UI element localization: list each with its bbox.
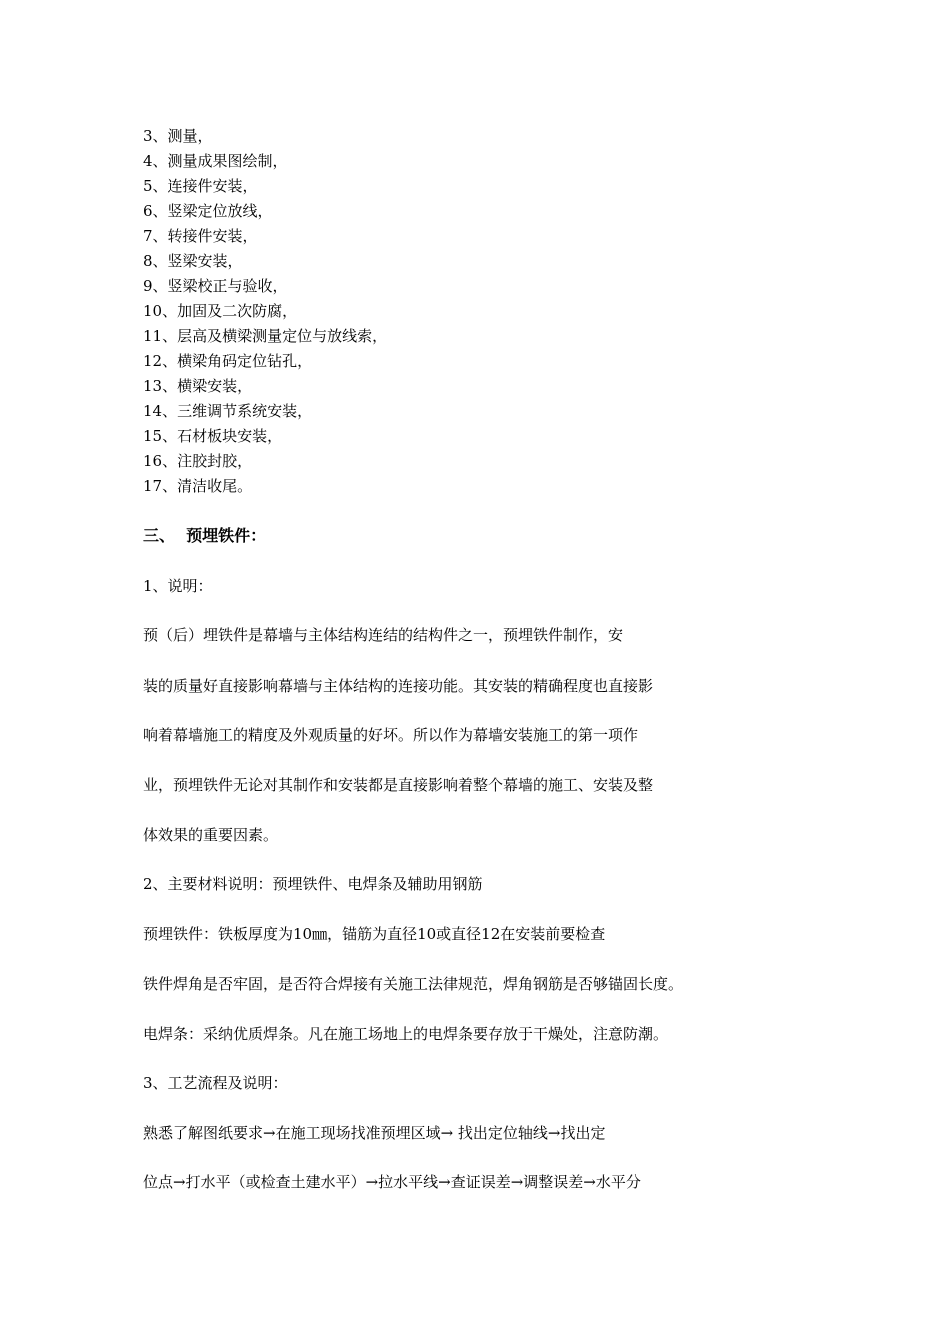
paragraph-line: 电焊条：采纳优质焊条。凡在施工场地上的电焊条要存放于干燥处，注意防潮。 [143,1025,669,1043]
subsection-title-process: 3、工艺流程及说明： [143,1074,288,1092]
list-item: 10、加固及二次防腐， [143,302,298,320]
list-item: 7、转接件安装， [143,227,258,245]
paragraph-line: 体效果的重要因素。 [143,826,279,844]
paragraph-line: 熟悉了解图纸要求→在施工现场找准预埋区域→ 找出定位轴线→找出定 [143,1124,606,1142]
list-item: 9、竖梁校正与验收， [143,277,288,295]
list-item: 6、竖梁定位放线， [143,202,273,220]
list-item: 14、三维调节系统安装， [143,402,313,420]
list-item: 15、石材板块安装， [143,427,283,445]
list-item: 5、连接件安装， [143,177,258,195]
paragraph-line: 铁件焊角是否牢固，是否符合焊接有关施工法律规范，焊角钢筋是否够锚固长度。 [143,975,684,993]
paragraph-line: 业，预埋铁件无论对其制作和安装都是直接影响着整个幕墙的施工、安装及整 [143,776,654,794]
list-item: 8、竖梁安装， [143,252,243,270]
list-item: 13、横梁安装， [143,377,253,395]
paragraph-line: 预（后）埋铁件是幕墙与主体结构连结的结构件之一，预埋铁件制作，安 [143,626,624,644]
paragraph-line: 位点→打水平（或检查土建水平）→拉水平线→查证误差→调整误差→水平分 [143,1173,641,1191]
list-item: 3、测量， [143,127,213,145]
paragraph-line: 响着幕墙施工的精度及外观质量的好坏。所以作为幕墙安装施工的第一项作 [143,726,639,744]
list-item: 17、清洁收尾。 [143,477,253,495]
list-item: 4、测量成果图绘制， [143,152,288,170]
paragraph-line: 预埋铁件：铁板厚度为10㎜，锚筋为直径10或直径12在安装前要检查 [143,925,606,943]
list-item: 11、层高及横梁测量定位与放线索， [143,327,388,345]
paragraph-line: 装的质量好直接影响幕墙与主体结构的连接功能。其安装的精确程度也直接影 [143,677,654,695]
construction-steps-list [143,124,387,499]
list-item: 16、注胶封胶， [143,452,253,470]
section-heading: 三、 预埋铁件： [143,526,267,545]
subsection-title-explanation: 1、说明： [143,577,213,595]
subsection-title-materials: 2、主要材料说明：预埋铁件、电焊条及辅助用钢筋 [143,875,483,893]
list-item: 12、横梁角码定位钻孔， [143,352,313,370]
